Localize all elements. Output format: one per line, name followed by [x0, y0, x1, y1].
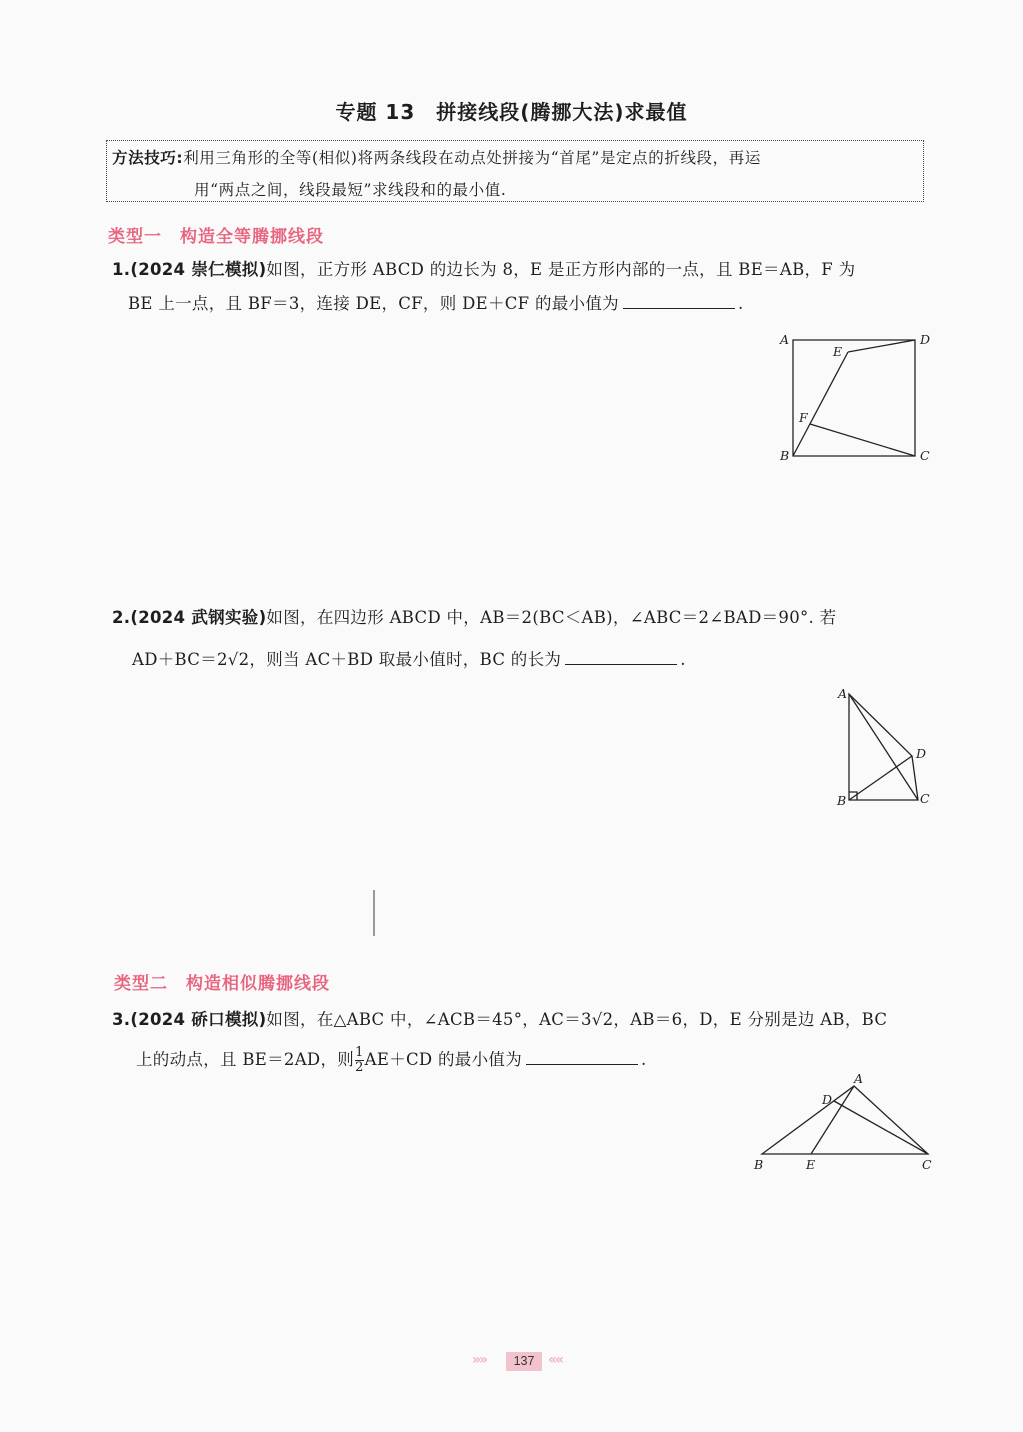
square-abcd [793, 340, 915, 456]
label-b: B [780, 448, 790, 463]
question-2-line2 [132, 646, 686, 670]
label-e: E [806, 1157, 816, 1172]
question-3-text1: 如图，在△ABC 中，∠ACB＝45°，AC＝3√2，AB＝6，D，E 分别是边 AB，BC [266, 1010, 888, 1029]
question-2-text2: AD＋BC＝2√2，则当 AC＋BD 取最小值时，BC 的长为 [132, 650, 562, 669]
scan-mark [373, 890, 375, 936]
question-3-line2 [136, 1046, 647, 1075]
label-b: B [754, 1157, 764, 1172]
question-1-figure [770, 326, 940, 466]
section-heading-type2: 类型二 构造相似腾挪线段 [114, 974, 330, 994]
question-2-number: 2. [112, 608, 131, 627]
method-tips-line2: 用“两点之间，线段最短”求线段和的最小值. [194, 181, 507, 199]
label-c: C [920, 448, 930, 463]
label-f: F [799, 410, 808, 425]
method-tips-label: 方法技巧: [112, 149, 184, 167]
chevron-left-decoration-icon: «« [548, 1352, 563, 1368]
fraction-one-half [355, 1046, 364, 1075]
label-a: A [854, 1071, 864, 1086]
label-c: C [920, 791, 930, 806]
label-a: A [838, 686, 848, 701]
question-2-source: (2024 武钢实验) [130, 608, 267, 627]
question-2-figure [832, 682, 942, 812]
label-e: E [833, 344, 843, 359]
segment-fc [810, 424, 915, 456]
question-1-period: . [737, 294, 744, 313]
question-1-answer-blank[interactable] [623, 294, 735, 309]
segment-ac [849, 694, 918, 800]
method-tips-text1: 利用三角形的全等(相似)将两条线段在动点处拼接为“首尾”是定点的折线段，再运 [183, 149, 761, 167]
question-1-source: (2024 崇仁模拟) [130, 260, 267, 279]
question-1-text2: BE 上一点，且 BF＝3，连接 DE，CF，则 DE＋CF 的最小值为 [128, 294, 619, 313]
question-1-line2 [128, 290, 744, 314]
section-heading-type1: 类型一 构造全等腾挪线段 [108, 227, 324, 247]
question-3-period: . [641, 1050, 647, 1069]
question-2-period: . [680, 650, 686, 669]
question-2-answer-blank[interactable] [565, 650, 677, 665]
question-2-line1 [112, 604, 836, 628]
fraction-numerator: 1 [355, 1045, 364, 1060]
question-1-text1: 如图，正方形 ABCD 的边长为 8，E 是正方形内部的一点，且 BE＝AB，F 为 [266, 260, 856, 279]
segment-ae [811, 1086, 854, 1154]
question-3-figure [748, 1068, 938, 1176]
question-1-number: 1. [112, 260, 131, 279]
question-3-text2a: 上的动点，且 BE＝2AD，则 [136, 1050, 355, 1069]
label-d: D [822, 1092, 833, 1107]
segment-dc [834, 1101, 928, 1154]
method-tips-line1 [112, 146, 761, 168]
label-a: A [780, 332, 790, 347]
chevron-right-decoration-icon: »» [472, 1352, 487, 1368]
label-d: D [916, 746, 927, 761]
segment-ed [848, 340, 915, 352]
label-b: B [837, 793, 847, 808]
page-title: 专题 13 拼接线段(腾挪大法)求最值 [335, 100, 688, 124]
question-3-source: (2024 硚口模拟) [130, 1010, 267, 1029]
question-3-line1 [112, 1006, 887, 1030]
segment-be [793, 352, 848, 456]
question-1-line1 [112, 256, 855, 280]
triangle-abc [762, 1086, 928, 1154]
label-d: D [920, 332, 931, 347]
question-3-number: 3. [112, 1010, 131, 1029]
page-number: 137 [506, 1352, 542, 1371]
question-3-text2c: AE＋CD 的最小值为 [364, 1050, 522, 1069]
question-2-text1: 如图，在四边形 ABCD 中，AB＝2(BC＜AB)，∠ABC＝2∠BAD＝90°. 若 [266, 608, 837, 627]
label-c: C [922, 1157, 932, 1172]
fraction-denominator: 2 [355, 1060, 364, 1075]
question-3-answer-blank[interactable] [526, 1050, 638, 1065]
segment-bd [849, 756, 912, 800]
